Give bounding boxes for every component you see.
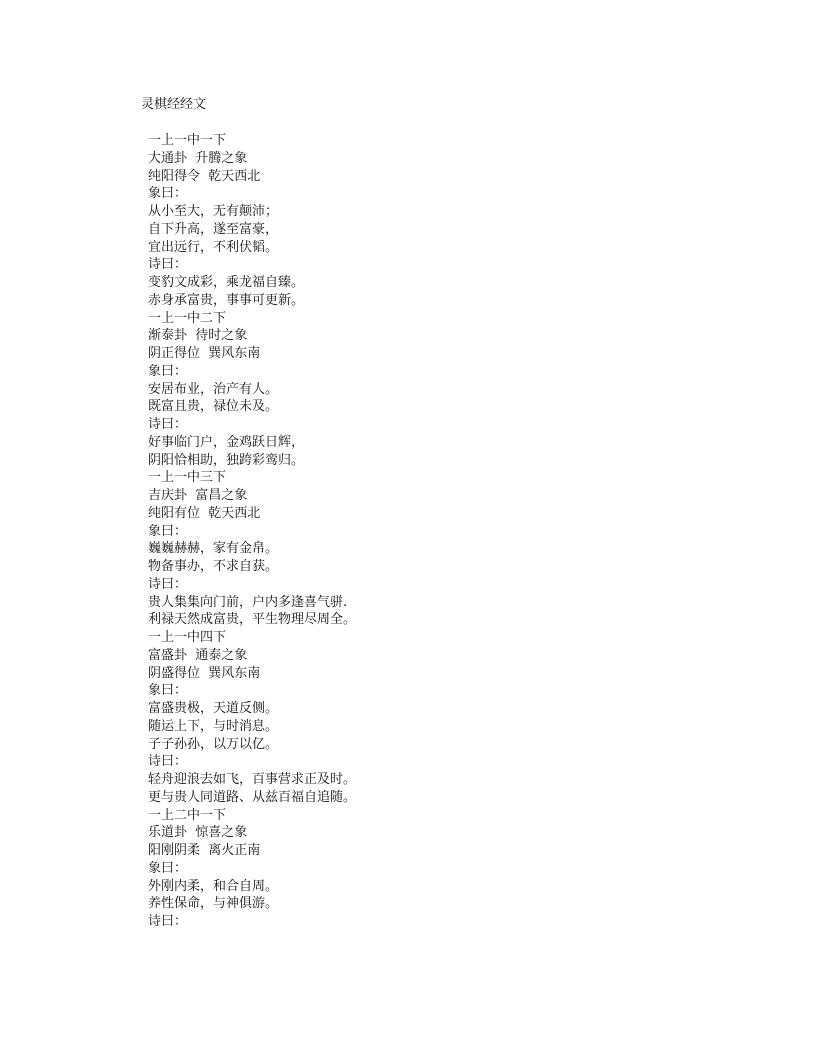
text-line: 诗曰： — [148, 754, 188, 770]
text-line: 贵人集集向门前，户内多逢喜气骈. — [148, 594, 348, 610]
text-line: 渐泰卦 待时之象 — [148, 328, 248, 344]
text-line: 子子孙孙，以万以亿。 — [148, 736, 279, 752]
text-line: 一上一中二下 — [148, 310, 227, 326]
text-line: 吉庆卦 富昌之象 — [148, 488, 248, 503]
text-line: 好事临门户，金鸡跃日辉， — [148, 434, 305, 450]
text-line: 赤身承富贵，事事可更新。 — [148, 292, 305, 308]
text-line: 变豹文成彩，乘龙福自臻。 — [148, 275, 305, 290]
text-line: 象曰： — [148, 186, 188, 202]
text-line: 外刚内柔，和合自周。 — [148, 878, 279, 894]
text-line: 象曰： — [148, 363, 188, 379]
text-line: 宜出远行，不利伏韬。 — [148, 239, 279, 255]
text-line: 更与贵人同道路、从兹百福自追随。 — [148, 789, 357, 805]
text-line: 大通卦 升腾之象 — [148, 150, 248, 166]
text-line: 象曰： — [148, 523, 188, 539]
text-line: 一上一中四下 — [148, 630, 227, 645]
text-line: 物备事办，不求自获。 — [148, 559, 279, 574]
text-line: 乐道卦 惊喜之象 — [148, 825, 248, 841]
text-line: 纯阳有位 乾天西北 — [148, 505, 261, 521]
text-line: 一上一中三下 — [148, 470, 227, 486]
text-line: 诗曰： — [148, 914, 188, 929]
text-line: 既富且贵，禄位未及。 — [148, 399, 279, 415]
text-line: 诗曰： — [148, 417, 188, 432]
document-body — [148, 132, 356, 931]
text-line: 养性保命，与神俱游。 — [148, 896, 279, 912]
text-line: 随运上下，与时消息。 — [148, 718, 279, 734]
text-line: 一上一中一下 — [148, 133, 227, 148]
text-line: 轻舟迎浪去如飞，百事营求正及时。 — [148, 772, 357, 787]
text-line: 纯阳得令 乾天西北 — [148, 168, 261, 184]
text-line: 诗曰： — [148, 576, 188, 592]
text-line: 象曰： — [148, 860, 188, 876]
document-title: 灵棋经经文 — [141, 97, 207, 112]
text-line: 巍巍赫赫，家有金帛。 — [148, 541, 279, 557]
text-line: 富盛卦 通泰之象 — [148, 647, 248, 663]
text-line: 诗曰： — [148, 257, 188, 273]
text-line: 一上二中一下 — [148, 807, 227, 823]
text-line: 阴阳恰相助，独跨彩鸾归。 — [148, 452, 305, 468]
text-line: 阳刚阴柔 离火正南 — [148, 843, 261, 858]
text-line: 利禄天然成富贵，平生物理尽周全。 — [148, 612, 357, 628]
text-line: 富盛贵极，天道反侧。 — [148, 701, 279, 716]
text-line: 阴盛得位 巽风东南 — [148, 665, 261, 681]
text-line: 象曰： — [148, 683, 188, 699]
text-line: 从小至大，无有颠沛； — [148, 204, 279, 219]
text-line: 阴正得位 巽风东南 — [148, 346, 261, 361]
text-line: 自下升高，遂至富豪， — [148, 221, 279, 237]
text-line: 安居布业，治产有人。 — [148, 381, 279, 397]
